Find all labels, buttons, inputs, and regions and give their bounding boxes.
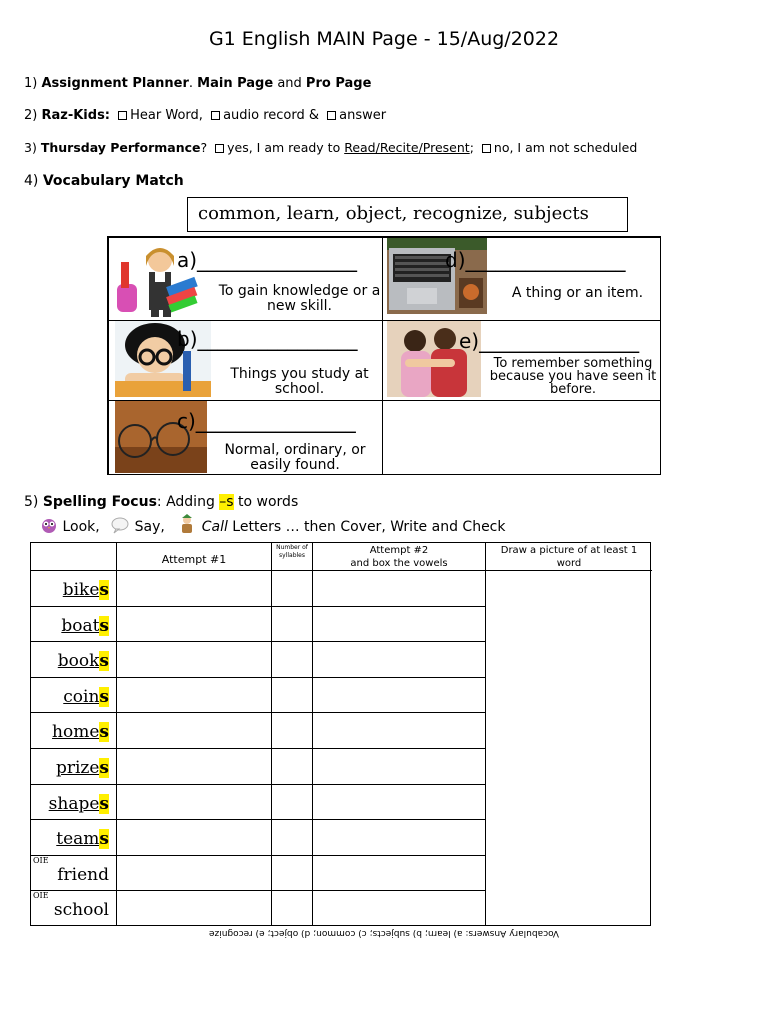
spelling-word bbox=[31, 616, 109, 636]
spelling-word bbox=[31, 758, 109, 778]
header-syllables: Number of syllables bbox=[276, 544, 308, 559]
word-base: prize bbox=[55, 758, 100, 778]
word-base: boat bbox=[61, 615, 100, 636]
main-page-label: Main Page bbox=[197, 76, 274, 91]
spelling-word bbox=[31, 865, 109, 885]
attempt-2-cell[interactable] bbox=[313, 712, 485, 748]
vocab-definition-b: Things you study at school. bbox=[230, 366, 369, 397]
word-base: friend bbox=[57, 864, 109, 885]
header-attempt-2-title: Attempt #2 bbox=[369, 545, 429, 556]
option-audio-record: audio record & bbox=[223, 108, 320, 123]
word-suffix: s bbox=[99, 615, 109, 636]
suffix-highlight: –s bbox=[219, 494, 234, 510]
attempt-1-cell[interactable] bbox=[117, 784, 271, 820]
attempt-2-cell[interactable] bbox=[313, 890, 485, 926]
word-base: bike bbox=[62, 580, 100, 600]
vocab-definition-c: Normal, ordinary, or easily found. bbox=[224, 442, 366, 473]
checkbox-icon[interactable] bbox=[327, 111, 336, 120]
spelling-focus-label: Spelling Focus bbox=[42, 494, 157, 510]
word-suffix: s bbox=[99, 722, 109, 743]
word-suffix: s bbox=[99, 793, 109, 814]
syllables-cell[interactable] bbox=[272, 784, 312, 820]
vocabulary-grid bbox=[107, 236, 661, 475]
item-1 bbox=[24, 76, 371, 91]
header-draw-picture: Draw a picture of at least 1 word bbox=[500, 545, 638, 569]
attempt-2-cell[interactable] bbox=[313, 819, 485, 855]
option-hear-word: Hear Word, bbox=[130, 108, 203, 123]
assignment-planner-label: Assignment Planner bbox=[41, 76, 189, 91]
word-suffix: s bbox=[99, 651, 109, 672]
call-text: Call bbox=[201, 519, 228, 535]
page-title: G1 English MAIN Page - 15/Aug/2022 bbox=[208, 28, 560, 50]
syllables-cell[interactable] bbox=[272, 712, 312, 748]
word-base: coin bbox=[63, 686, 100, 707]
thursday-performance-label: Thursday Performance bbox=[40, 140, 201, 155]
letters-instruction: Letters … then Cover, Write and Check bbox=[227, 519, 506, 535]
option-no: no, I am not scheduled bbox=[493, 140, 638, 155]
header-attempt-1: Attempt #1 bbox=[161, 553, 227, 566]
option-yes: yes, I am ready to bbox=[227, 140, 341, 155]
word-base: shape bbox=[48, 793, 100, 814]
adding-text: : Adding bbox=[156, 494, 220, 510]
look-text: Look, bbox=[62, 519, 100, 535]
vocab-letter-a: a)________________ bbox=[177, 248, 358, 272]
spelling-word bbox=[31, 900, 109, 920]
syllables-cell[interactable] bbox=[272, 606, 312, 642]
attempt-1-cell[interactable] bbox=[117, 748, 271, 784]
vocabulary-match-label: Vocabulary Match bbox=[42, 173, 184, 189]
vocab-letter-e: e)________________ bbox=[459, 329, 640, 353]
attempt-2-cell[interactable] bbox=[313, 677, 485, 713]
spelling-word bbox=[31, 722, 109, 742]
vocab-letter-d: d)________________ bbox=[445, 248, 626, 272]
attempt-2-cell[interactable] bbox=[313, 606, 485, 642]
vocab-cell-e bbox=[382, 320, 661, 401]
header-attempt-2 bbox=[313, 544, 485, 570]
syllables-cell[interactable] bbox=[272, 677, 312, 713]
spelling-word bbox=[31, 580, 109, 600]
say-text: Say, bbox=[134, 519, 165, 535]
spelling-table bbox=[30, 542, 651, 926]
oie-marker: OIE bbox=[33, 855, 49, 865]
raz-kids-label: Raz-Kids: bbox=[41, 108, 111, 123]
vocab-cell-c bbox=[108, 400, 383, 475]
pro-page-label: Pro Page bbox=[305, 76, 372, 91]
semicolon: ; bbox=[469, 140, 474, 155]
word-bank: common, learn, object, recognize, subjects bbox=[187, 197, 628, 232]
vocab-letter-c: c)________________ bbox=[177, 409, 356, 433]
read-recite-present: Read/Recite/Present bbox=[344, 140, 470, 155]
word-base: home bbox=[52, 722, 100, 743]
vocab-cell-a bbox=[108, 237, 383, 321]
vocab-cell-d bbox=[382, 237, 661, 321]
and-text: and bbox=[273, 76, 306, 91]
word-suffix: s bbox=[99, 758, 109, 778]
syllables-cell[interactable] bbox=[272, 819, 312, 855]
word-base: team bbox=[56, 829, 100, 850]
checkbox-icon[interactable] bbox=[211, 111, 220, 120]
character-icon bbox=[177, 514, 197, 538]
vocab-cell-b bbox=[108, 320, 383, 401]
option-answer: answer bbox=[339, 108, 387, 123]
syllables-cell[interactable] bbox=[272, 748, 312, 784]
attempt-2-cell[interactable] bbox=[313, 641, 485, 677]
spelling-word bbox=[31, 794, 109, 814]
spelling-word bbox=[31, 651, 109, 671]
attempt-2-cell[interactable] bbox=[313, 570, 485, 606]
spelling-word bbox=[31, 687, 109, 707]
attempt-1-cell[interactable] bbox=[117, 570, 271, 606]
item-number: 2) bbox=[24, 108, 38, 123]
vocabulary-answers-upside-down: Vocabulary Answers: a) learn; b) subjects; c) common; d) object; e) recognize bbox=[208, 928, 560, 938]
item-number: 4) bbox=[24, 173, 39, 189]
drawing-area[interactable] bbox=[486, 571, 651, 926]
item-3 bbox=[24, 140, 637, 155]
item-number: 3) bbox=[24, 140, 37, 155]
separator: . bbox=[188, 76, 198, 91]
attempt-1-cell[interactable] bbox=[117, 712, 271, 748]
attempt-1-cell[interactable] bbox=[117, 855, 271, 891]
look-say-call-line bbox=[40, 514, 505, 538]
syllables-cell[interactable] bbox=[272, 890, 312, 926]
vocab-definition-a: To gain knowledge or a new skill. bbox=[218, 283, 381, 314]
checkbox-icon[interactable] bbox=[215, 144, 224, 153]
question-mark: ? bbox=[200, 140, 208, 155]
attempt-1-cell[interactable] bbox=[117, 819, 271, 855]
speech-bubble-icon bbox=[110, 516, 130, 538]
item-number: 1) bbox=[24, 76, 38, 91]
to-words-text: to words bbox=[233, 494, 299, 510]
attempt-2-cell[interactable] bbox=[313, 748, 485, 784]
vocab-cell-empty bbox=[382, 400, 661, 475]
syllables-cell[interactable] bbox=[272, 855, 312, 891]
vocab-definition-e: To remember something because you have seen it before. bbox=[489, 356, 657, 397]
word-suffix: s bbox=[99, 829, 109, 850]
attempt-1-cell[interactable] bbox=[117, 677, 271, 713]
attempt-1-cell[interactable] bbox=[117, 890, 271, 926]
owl-icon bbox=[40, 516, 58, 538]
syllables-cell[interactable] bbox=[272, 570, 312, 606]
checkbox-icon[interactable] bbox=[482, 144, 491, 153]
syllables-cell[interactable] bbox=[272, 641, 312, 677]
item-5 bbox=[24, 494, 298, 510]
item-2 bbox=[24, 108, 386, 123]
word-suffix: s bbox=[99, 686, 109, 707]
word-suffix: s bbox=[99, 580, 109, 600]
attempt-2-cell[interactable] bbox=[313, 855, 485, 891]
item-number: 5) bbox=[24, 494, 39, 510]
checkbox-icon[interactable] bbox=[118, 111, 127, 120]
vocab-definition-d: A thing or an item. bbox=[511, 285, 644, 301]
oie-marker: OIE bbox=[33, 891, 49, 901]
attempt-1-cell[interactable] bbox=[117, 641, 271, 677]
vocab-letter-b: b)________________ bbox=[177, 327, 358, 351]
word-base: book bbox=[57, 651, 100, 672]
attempt-1-cell[interactable] bbox=[117, 606, 271, 642]
word-base: school bbox=[53, 900, 109, 921]
attempt-2-cell[interactable] bbox=[313, 784, 485, 820]
header-attempt-2-sub: and box the vowels bbox=[350, 558, 448, 569]
item-4 bbox=[24, 173, 184, 189]
spelling-word bbox=[31, 829, 109, 849]
